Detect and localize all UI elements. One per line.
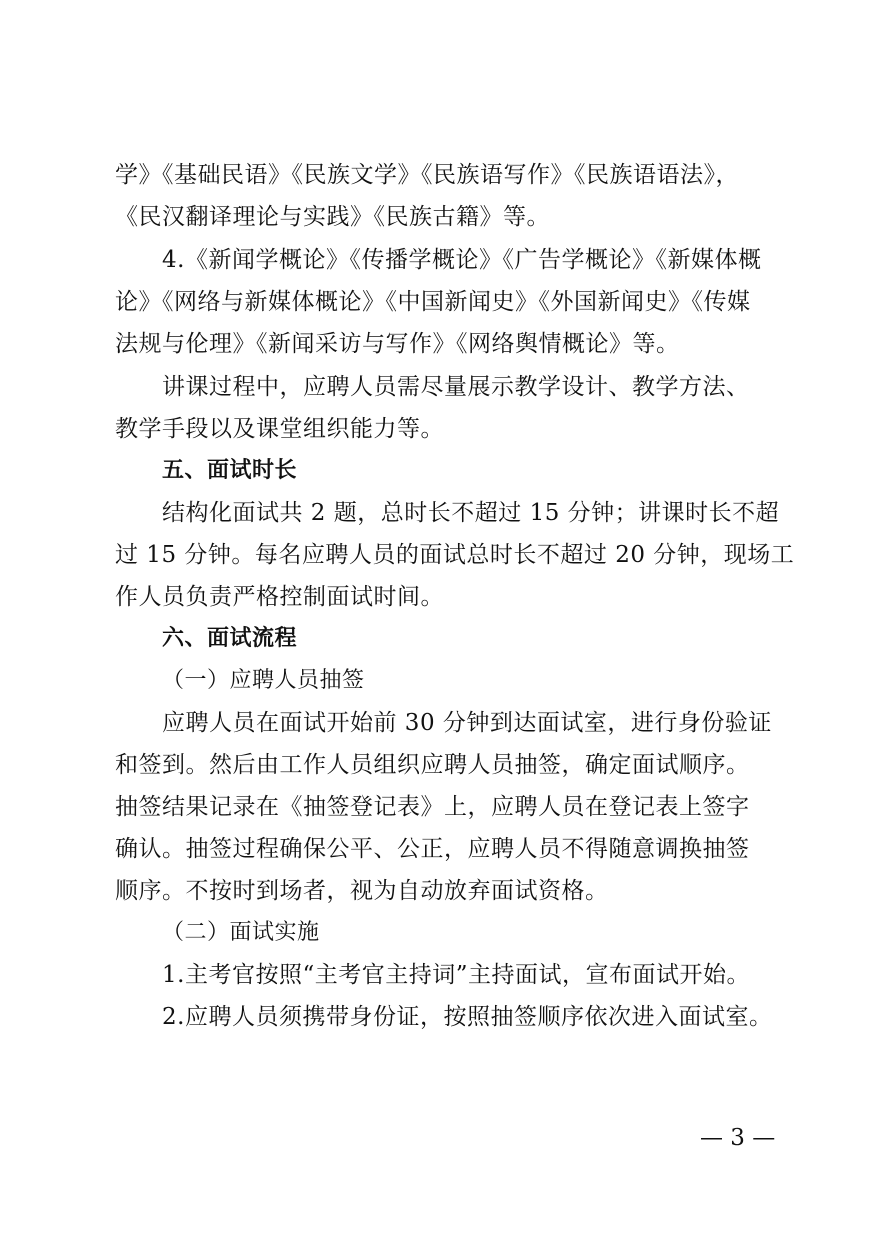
- paragraph-line: 作人员负责严格控制面试时间。: [115, 584, 444, 610]
- paragraph-line: 和签到。然后由工作人员组织应聘人员抽签，确定面试顺序。: [115, 752, 750, 778]
- paragraph-line: 《民汉翻译理论与实践》《民族古籍》等。: [115, 204, 550, 230]
- paragraph-line: 顺序。不按时到场者，视为自动放弃面试资格。: [115, 878, 609, 904]
- paragraph-line: 应聘人员在面试开始前 30 分钟到达面试室，进行身份验证: [162, 710, 772, 736]
- paragraph-line: 确认。抽签过程确保公平、公正，应聘人员不得随意调换抽签: [115, 836, 750, 862]
- paragraph-line: 结构化面试共 2 题，总时长不超过 15 分钟；讲课时长不超: [162, 500, 780, 526]
- paragraph-line: 学》《基础民语》《民族文学》《民族语写作》《民族语语法》，: [115, 162, 739, 188]
- paragraph-line: 讲课过程中，应聘人员需尽量展示教学设计、教学方法、: [162, 374, 750, 400]
- page-number: — 3 —: [700, 1125, 776, 1151]
- subsection-heading: （二）面试实施: [162, 920, 320, 945]
- section-heading: 六、面试流程: [162, 626, 298, 651]
- paragraph-line: 4.《新闻学概论》《传播学概论》《广告学概论》《新媒体概: [162, 247, 762, 273]
- section-heading: 五、面试时长: [162, 458, 298, 483]
- paragraph-line: 论》《网络与新媒体概论》《中国新闻史》《外国新闻史》《传媒: [115, 289, 751, 315]
- paragraph-line: 过 15 分钟。每名应聘人员的面试总时长不超过 20 分钟，现场工: [115, 542, 795, 568]
- paragraph-line: 2.应聘人员须携带身份证，按照抽签顺序依次进入面试室。: [162, 1004, 773, 1030]
- subsection-heading: （一）应聘人员抽签: [162, 668, 365, 693]
- paragraph-line: 教学手段以及课堂组织能力等。: [115, 416, 444, 442]
- paragraph-line: 抽签结果记录在《抽签登记表》上，应聘人员在登记表上签字: [115, 794, 750, 820]
- paragraph-line: 法规与伦理》《新闻采访与写作》《网络舆情概论》等。: [115, 331, 680, 357]
- paragraph-line: 1.主考官按照“主考官主持词”主持面试，宣布面试开始。: [162, 962, 750, 988]
